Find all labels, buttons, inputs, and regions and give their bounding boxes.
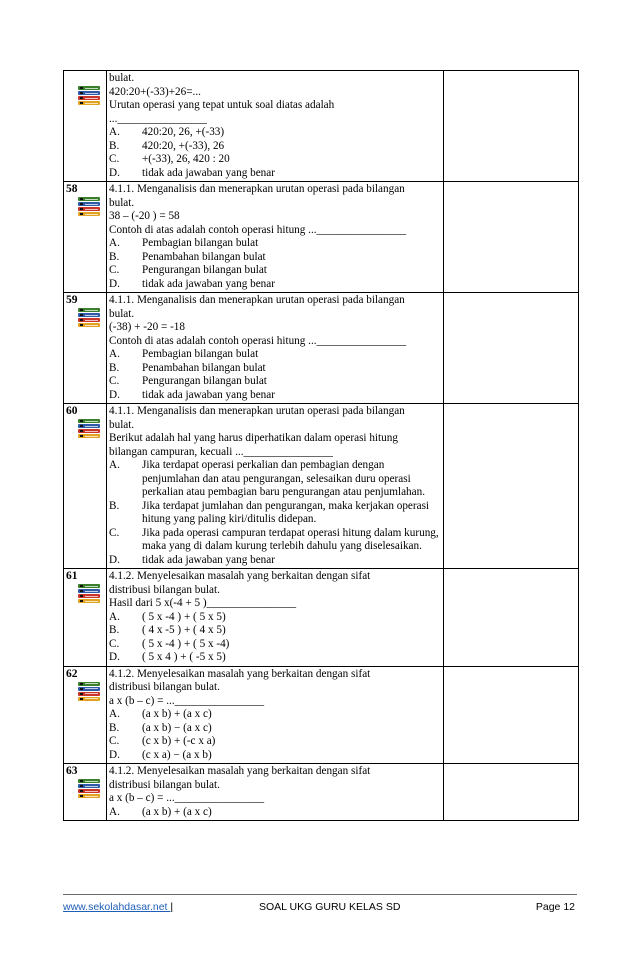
question-number: 62 [66,667,78,680]
footer-page-number: Page 12 [535,901,575,913]
option-text: (a x b) + (a x c) [142,708,212,720]
option-letter: A. [109,348,120,360]
question-number-cell [64,182,107,293]
option-text: (c x b) + (-c x a) [142,735,216,747]
answer-option [109,806,441,820]
option-letter: A. [109,237,120,249]
question-text-line: a x (b – c) = ...________________ [109,694,265,707]
question-number: 61 [66,570,78,582]
option-letter: C. [109,526,120,539]
question-table [63,70,579,821]
question-text-line: bulat. [109,72,135,84]
question-text-line: 4.1.1. Menganalisis dan menerapkan urutan operasi pada bilangan [109,294,405,306]
option-letter: A. [109,126,120,138]
question-text-line: bulat. [109,307,135,320]
books-icon [78,682,100,701]
answer-option [109,722,441,736]
footer-title: SOAL UKG GURU KELAS SD [259,901,401,913]
option-text: Pembagian bilangan bulat [142,348,259,360]
question-text-line: 4.1.2. Menyelesaikan masalah yang berkaitan dengan sifat [109,667,371,680]
question-text-line: 420:20+(-33)+26=... [109,85,201,98]
option-letter: B. [109,721,120,734]
answer-option [109,237,441,251]
option-text: ( 5 x 4 ) + ( -5 x 5) [142,651,226,663]
option-letter: D. [109,277,120,290]
answer-option [109,651,441,665]
option-letter: A. [109,805,120,818]
footer-site-link[interactable]: www.sekolahdasar.net | [63,901,174,913]
option-text: Penambahan bilangan bulat [142,250,266,263]
option-text: 420:20, 26, +(-33) [142,126,225,138]
books-icon [78,308,100,327]
answer-option [109,389,441,403]
answer-option [109,708,441,722]
answer-key-cell [444,71,579,182]
option-text: Penambahan bilangan bulat [142,361,266,374]
answer-option [109,251,441,265]
option-letter: C. [109,264,120,276]
option-letter: B. [109,361,120,374]
question-text-line: Contoh di atas adalah contoh operasi hitung ...________________ [109,334,407,347]
question-text-line: Hasil dari 5 x(-4 + 5 )________________ [109,597,297,609]
option-letter: C. [109,735,120,747]
option-letter: B. [109,139,120,152]
option-text: Jika terdapat jumlahan dan pengurangan, maka kerjakan operasi hitung yang paling kiri/ditulis didepan. [142,499,430,525]
books-icon [78,197,100,216]
question-number-cell [64,666,107,764]
question-content [107,404,444,569]
question-text-line: distribusi bilangan bulat. [109,778,220,791]
answer-option [109,749,441,763]
question-text-line: (-38) + -20 = -18 [109,321,185,333]
question-row [64,569,579,667]
option-letter: B. [109,499,120,512]
option-text: tidak ada jawaban yang benar [142,388,275,401]
question-text-line: 38 – (-20 ) = 58 [109,210,180,222]
page-footer [63,894,577,917]
books-icon [78,86,100,105]
question-number: 63 [66,765,78,777]
question-text-line: Urutan operasi yang tepat untuk soal diatas adalah [109,99,335,111]
question-row [64,404,579,569]
option-letter: C. [109,153,120,165]
question-text-line: bulat. [109,196,135,209]
answer-option [109,527,441,554]
question-number: 59 [66,294,78,306]
option-text: (a x b) − (a x c) [142,721,212,734]
question-content [107,293,444,404]
answer-option [109,554,441,568]
option-text: tidak ada jawaban yang benar [142,277,275,290]
question-number-cell [64,293,107,404]
question-row [64,293,579,404]
question-text-line: ...________________ [109,112,207,125]
books-icon [78,779,100,798]
answer-option [109,500,441,527]
question-row [64,666,579,764]
answer-option [109,348,441,362]
answer-option [109,126,441,140]
option-text: tidak ada jawaban yang benar [142,166,275,179]
answer-key-cell [444,764,579,821]
question-number: 58 [66,183,78,195]
option-letter: C. [109,637,120,650]
question-number: 60 [66,405,78,417]
answer-option [109,375,441,389]
answer-option [109,167,441,181]
answer-option [109,278,441,292]
question-content [107,764,444,821]
question-text-line: 4.1.2. Menyelesaikan masalah yang berkaitan dengan sifat [109,765,371,777]
option-text: +(-33), 26, 420 : 20 [142,153,230,165]
books-icon [78,584,100,603]
option-text: (a x b) + (a x c) [142,805,212,818]
question-content [107,182,444,293]
question-text-line: Berikut adalah hal yang harus diperhatikan dalam operasi hitung [109,432,398,444]
answer-option [109,140,441,154]
option-letter: B. [109,250,120,263]
answer-key-cell [444,404,579,569]
question-text-line: Contoh di atas adalah contoh operasi hitung ...________________ [109,223,407,236]
question-number-cell [64,764,107,821]
option-text: Jika pada operasi campuran terdapat operasi hitung dalam kurung, maka yang di dalam kurung terlebih dahulu yang diselesaikan. [142,526,439,552]
question-text-line: bilangan campuran, kecuali ...________________ [109,445,334,458]
answer-option [109,624,441,638]
answer-key-cell [444,293,579,404]
option-text: ( 4 x -5 ) + ( 4 x 5) [142,624,226,636]
option-text: 420:20, +(-33), 26 [142,139,225,152]
question-text-line: a x (b – c) = ...________________ [109,792,265,804]
option-letter: B. [109,624,120,636]
option-text: ( 5 x -4 ) + ( 5 x -4) [142,637,230,650]
answer-option [109,264,441,278]
question-text-line: bulat. [109,418,135,431]
option-text: Jika terdapat operasi perkalian dan pembagian dengan penjumlahan dan atau pengurangan, selesaikan duru operasi perkalian atau pembagian baru pengurangan atau penjumlahan. [142,459,425,498]
answer-option [109,735,441,749]
question-content [107,569,444,667]
option-letter: A. [109,610,120,623]
answer-key-cell [444,182,579,293]
option-letter: D. [109,553,120,566]
question-row [64,71,579,182]
question-row [64,182,579,293]
option-letter: D. [109,166,120,179]
question-number-cell [64,71,107,182]
question-text-line: 4.1.2. Menyelesaikan masalah yang berkaitan dengan sifat [109,570,371,582]
answer-option [109,611,441,625]
answer-option [109,153,441,167]
answer-key-cell [444,569,579,667]
option-letter: C. [109,375,120,387]
option-letter: D. [109,748,120,761]
answer-option [109,459,441,500]
option-text: Pengurangan bilangan bulat [142,375,267,387]
option-letter: A. [109,708,120,720]
question-number [66,72,104,85]
question-text-line: distribusi bilangan bulat. [109,583,220,596]
question-text-line: 4.1.1. Menganalisis dan menerapkan urutan operasi pada bilangan [109,405,405,417]
option-letter: A. [109,459,120,471]
answer-option [109,638,441,652]
option-letter: D. [109,388,120,401]
question-row [64,764,579,821]
option-text: Pembagian bilangan bulat [142,237,259,249]
question-text-line: distribusi bilangan bulat. [109,681,220,693]
option-letter: D. [109,651,120,663]
option-text: ( 5 x -4 ) + ( 5 x 5) [142,610,226,623]
books-icon [78,419,100,438]
option-text: tidak ada jawaban yang benar [142,553,275,566]
question-content [107,71,444,182]
answer-key-cell [444,666,579,764]
question-number-cell [64,569,107,667]
option-text: (c x a) − (a x b) [142,748,212,761]
option-text: Pengurangan bilangan bulat [142,264,267,276]
question-number-cell [64,404,107,569]
question-text-line: 4.1.1. Menganalisis dan menerapkan urutan operasi pada bilangan [109,183,405,195]
question-content [107,666,444,764]
answer-option [109,362,441,376]
